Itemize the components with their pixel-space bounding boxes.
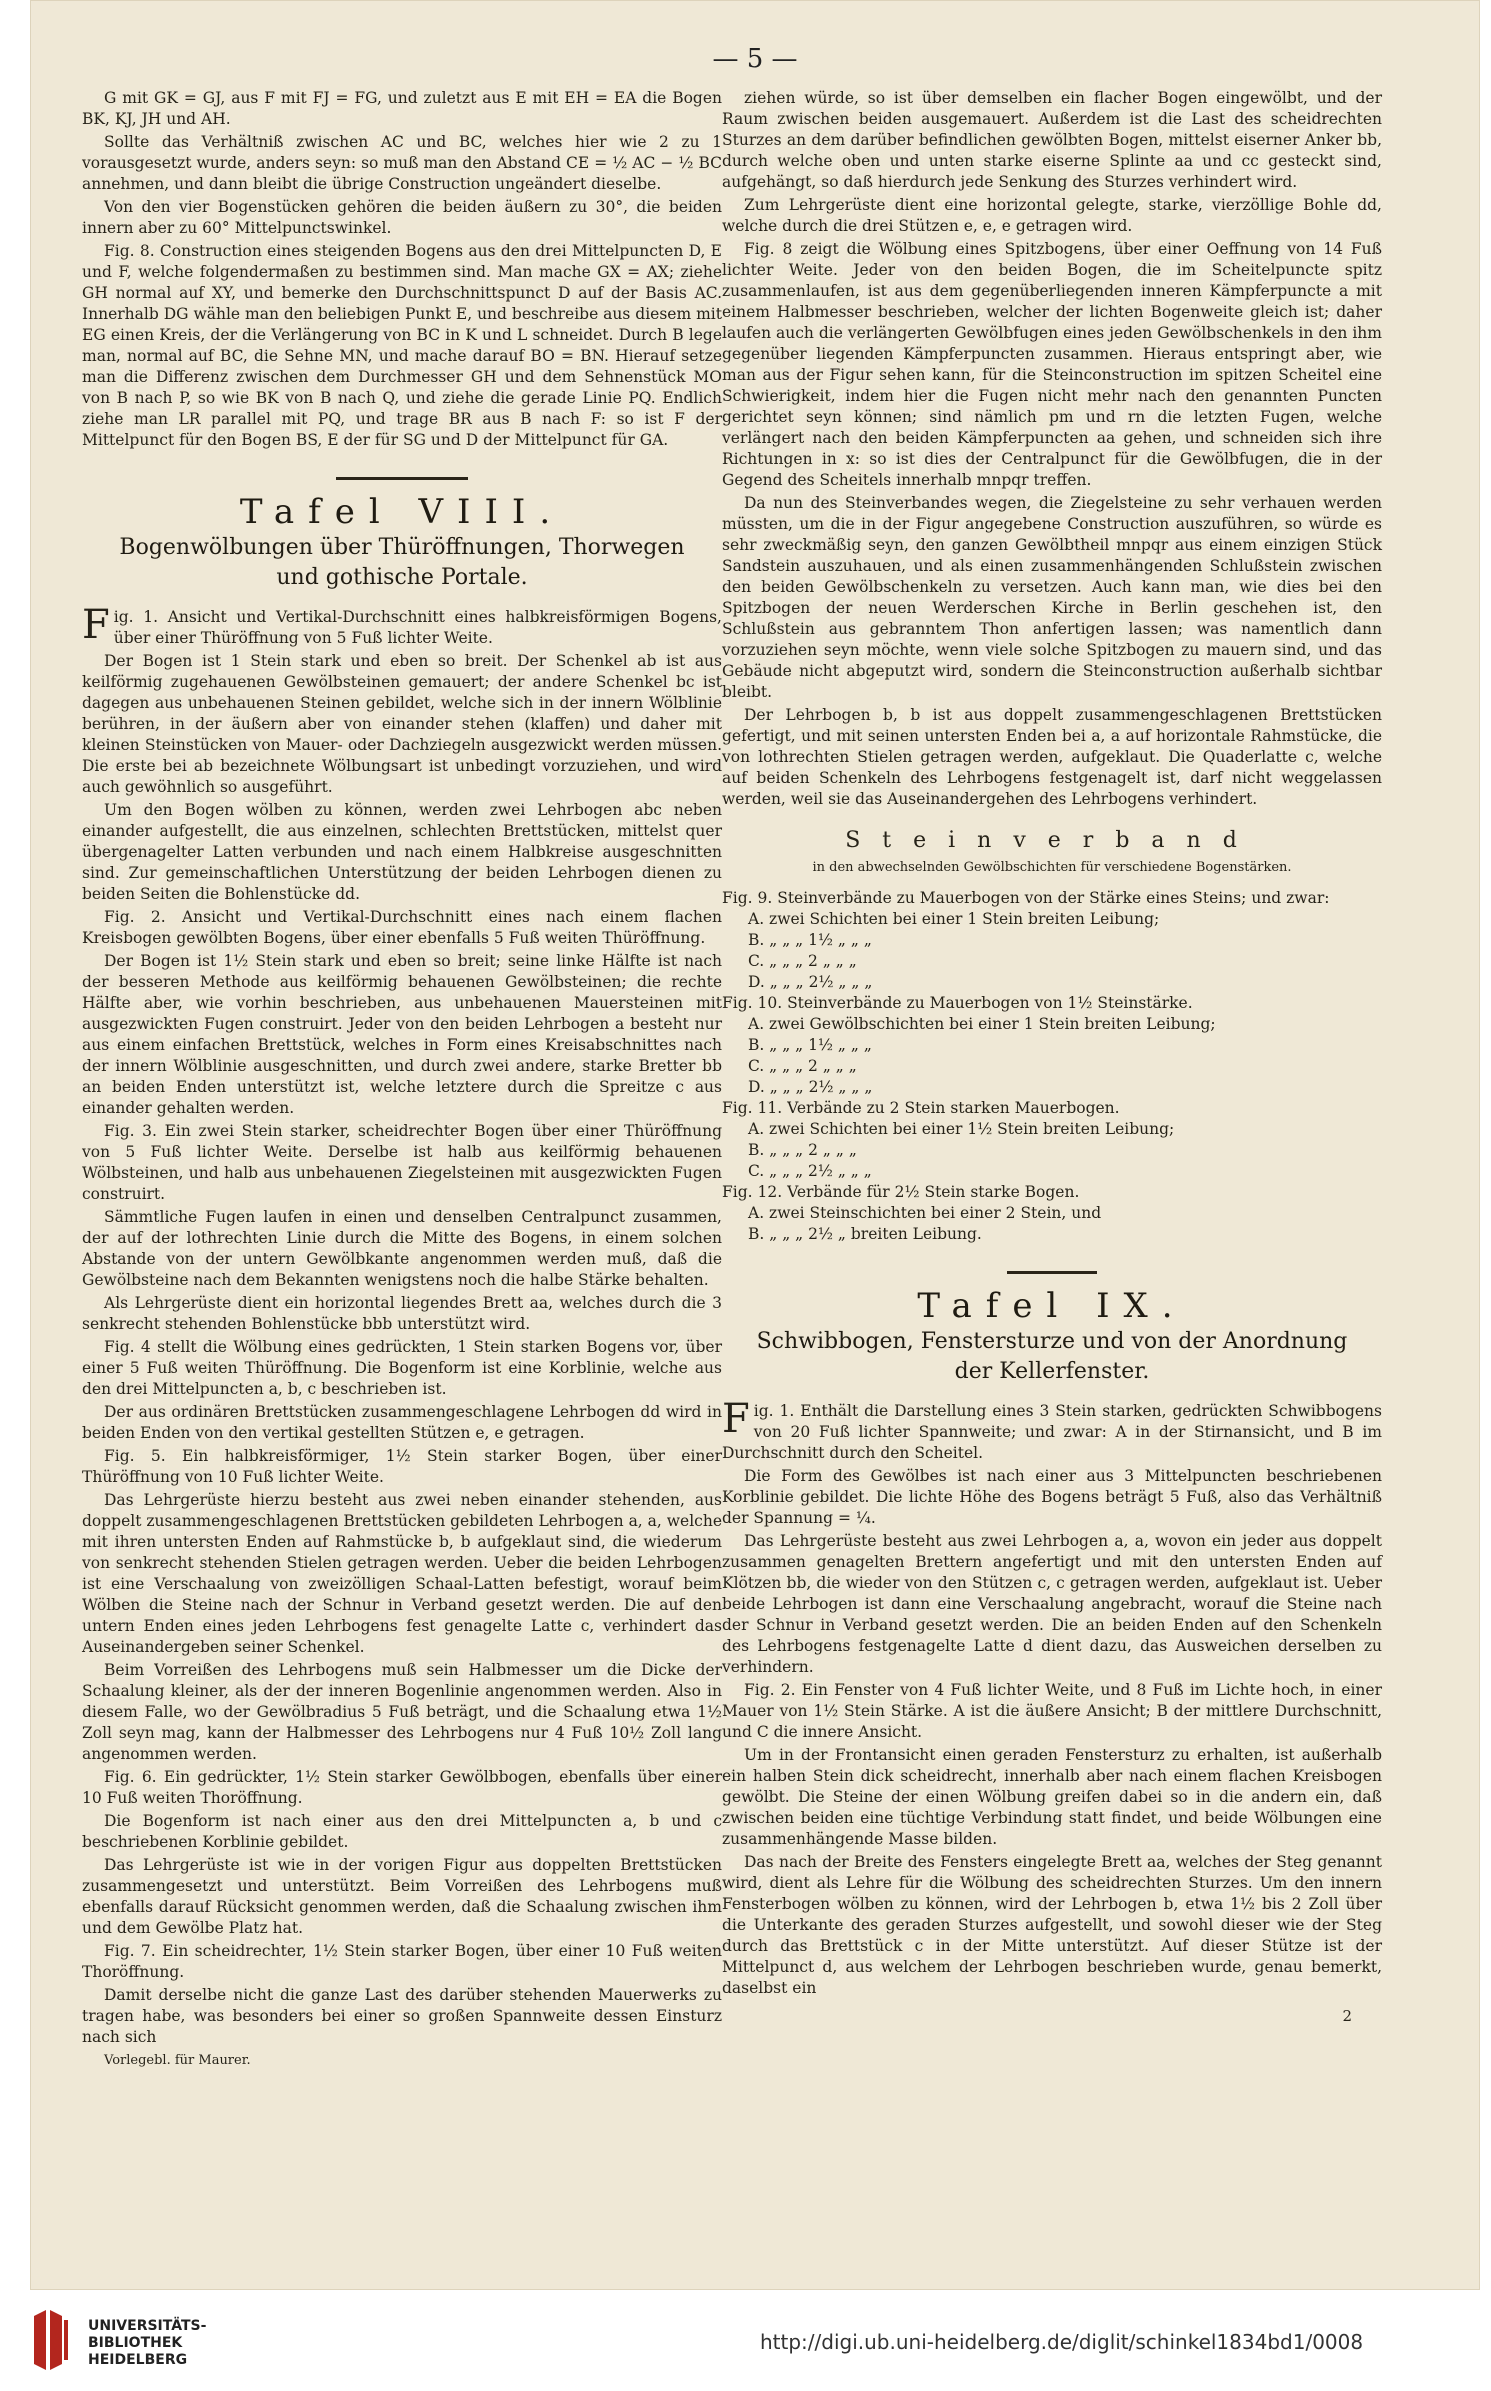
brick-bond-item: B. „ „ „ 1½ „ „ „ [748, 931, 872, 949]
paragraph: Fig. 8 zeigt die Wölbung eines Spitzbogens, über einer Oeffnung von 14 Fuß lichter Weite. Jeder von den beiden Bogen, die im Scheitelpuncte spitz zusammenlaufen, ist aus dem gegenüberliegenden inneren Kämpferpuncte a mit einem Halbmesser beschrieben, welcher der lichten Bogenweite gleich ist; daher laufen auch die verlängerten Gewölbfugen eines jeden Gewölbschenkels in den ihm gegenüber liegenden Kämpferpuncten zusammen. Hieraus entspringt aber, wie man aus der Figur sehen kann, für die Steinconstruction im spitzen Scheitel eine Schwierigkeit, indem hier die Fugen nicht mehr nach den genannten Puncten gerichtet seyn können; sind nämlich pm und rn die letzten Fugen, welche verlängert nach den beiden Kämpferpuncten aa gehen, und schneiden sich ihre Richtungen in x: so ist dies der Centralpunct für die Gewölbfugen, die in der Gegend des Scheitels innerhalb mnpqr treffen. [722, 240, 1382, 489]
brick-bond-item: C. „ „ „ 2 „ „ „ [748, 1057, 857, 1075]
paragraph: Fig. 6. Ein gedrückter, 1½ Stein starker Gewölbbogen, ebenfalls über einer 10 Fuß weiten Thoröffnung. [82, 1768, 722, 1807]
brick-bond-list [722, 888, 1382, 1245]
paragraph-text: ig. 1. Ansicht und Vertikal-Durchschnitt eines halbkreisförmigen Bogens, über einer Thüröffnung von 5 Fuß lichter Weite. [113, 608, 722, 647]
paragraph: Die Form des Gewölbes ist nach einer aus 3 Mittelpuncten beschriebenen Korblinie gebildet. Die lichte Höhe des Bogens beträgt 5 Fuß, also das Verhältniß der Spannung = ¼. [722, 1467, 1382, 1527]
paragraph: Das nach der Breite des Fensters eingelegte Brett aa, welches der Steg genannt wird, dient als Lehre für die Wölbung des scheidrechten Sturzes. Um den innern Fensterbogen wölben zu können, wird der Lehrbogen b, etwa 1½ bis 2 Zoll über die Unterkante des geraden Sturzes aufgestellt, und sowohl dieser wie der Steg durch das Brettstück c in der Mitte unterstützt. Auf dieser Stütze ist der Mittelpunct d, aus welchem der Lehrbogen beschrieben wurde, genau bemerkt, daselbst ein [722, 1853, 1382, 1997]
footer-note: Vorlegebl. für Maurer. [104, 2053, 251, 2068]
right-column [722, 88, 1382, 2025]
paragraph: Um in der Frontansicht einen geraden Fenstersturz zu erhalten, ist außerhalb ein halben Stein dick scheidrecht, innerhalb aber nach einem flachen Kreisbogen gewölbt. Die Steine der einen Wölbung greifen dabei so in die andern ein, daß zwischen beiden eine tüchtige Verbindung statt findet, und beide Wölbungen eine zusammenhängende Masse bilden. [722, 1746, 1382, 1848]
brick-bond-item: B. „ „ „ 1½ „ „ „ [748, 1036, 872, 1054]
paragraph: Fig. 5. Ein halbkreisförmiger, 1½ Stein starker Bogen, über einer Thüröffnung von 10 Fuß lichter Weite. [82, 1447, 722, 1486]
sheet-signature: 2 [1342, 2007, 1352, 2025]
brick-bond-item: C. „ „ „ 2 „ „ „ [748, 952, 857, 970]
paragraph: Sämmtliche Fugen laufen in einen und denselben Centralpunct zusammen, der auf der lothrechten Linie durch die Mitte des Bogens, in einem solchen Abstande von der untern Gewölbkante angenommen werden muß, daß die Gewölbsteine nach dem Bekannten wenigstens noch die halbe Stärke behalten. [82, 1208, 722, 1289]
paragraph: Fig. 2. Ein Fenster von 4 Fuß lichter Weite, und 8 Fuß im Lichte hoch, in einer Mauer von 1½ Stein Stärke. A ist die äußere Ansicht; B der mittlere Durchschnitt, und C die innere Ansicht. [722, 1681, 1382, 1741]
paragraph: Von den vier Bogenstücken gehören die beiden äußern zu 30°, die beiden innern aber zu 60° Mittelpunctswinkel. [82, 198, 722, 237]
brick-bond-item: A. zwei Schichten bei einer 1 Stein breiten Leibung; [748, 910, 1160, 928]
paragraph: Fig. 4 stellt die Wölbung eines gedrückten, 1 Stein starken Bogens vor, über einer 5 Fuß weiten Thüröffnung. Die Bogenform ist eine Korblinie, welche aus den drei Mittelpuncten a, b, c beschrieben ist. [82, 1338, 722, 1398]
paragraph-text: ig. 1. Enthält die Darstellung eines 3 Stein starken, gedrückten Schwibbogens von 20 Fuß lichter Spannweite; und zwar: A in der Stirnansicht, und B im Durchschnitt durch den Scheitel. [722, 1402, 1382, 1462]
paragraph: Das Lehrgerüste hierzu besteht aus zwei neben einander stehenden, aus doppelt zusammengeschlagenen Brettstücken gebildeten Lehrbogen a, a, welche mit ihren untersten Enden auf Rahmstücke b, b aufgeklaut sind, die wiederum von senkrecht stehenden Stielen getragen werden. Ueber die beiden Lehrbogen ist eine Verschaalung von zweizölligen Schaal-Latten befestigt, worauf beim Wölben die Steine nach der Schnur in Verband gesetzt werden. Die auf den untern Enden eines jeden Lehrbogens fest genagelte Latte c, verhindert das Auseinandergeben seiner Schenkel. [82, 1491, 722, 1656]
paragraph: Zum Lehrgerüste dient eine horizontal gelegte, starke, vierzöllige Bohle dd, welche durch die drei Stützen e, e, e getragen wird. [722, 196, 1382, 235]
paragraph: Der Lehrbogen b, b ist aus doppelt zusammengeschlagenen Brettstücken gefertigt, und mit seinen untersten Enden bei a, a auf horizontale Rahmstücke, die von lothrechten Stielen getragen werden, aufgeklaut. Die Quaderlatte c, welche auf beiden Schenkeln des Lehrbogens festgenagelt ist, darf nicht weggelassen werden, weil sie das Auseinandergehen des Lehrbogens verhindert. [722, 706, 1382, 808]
paragraph: Fig. 2. Ansicht und Vertikal-Durchschnitt eines nach einem flachen Kreisbogen gewölbten Bogens, über einer ebenfalls 5 Fuß weiten Thüröffnung. [82, 908, 722, 947]
plate-heading-ix: Tafel IX. [917, 1286, 1187, 1326]
institution-name: UNIVERSITÄTS- BIBLIOTHEK HEIDELBERG [88, 2318, 207, 2368]
section-heading-steinverband: Steinverband [845, 828, 1259, 853]
brick-bond-item: D. „ „ „ 2½ „ „ „ [748, 1078, 873, 1096]
right-intro-text [722, 88, 1382, 810]
plate-heading-viii: Tafel VIII. [239, 492, 565, 532]
section-subheading: in den abwechselnden Gewölbschichten für verschiedene Bogenstärken. [812, 860, 1292, 875]
divider-rule [336, 477, 468, 480]
drop-capital: F [722, 1396, 750, 1442]
brick-bond-item: B. „ „ „ 2½ „ breiten Leibung. [748, 1225, 982, 1243]
brick-bond-item: A. zwei Steinschichten bei einer 2 Stein, und [748, 1204, 1102, 1222]
paragraph: Beim Vorreißen des Lehrbogens muß sein Halbmesser um die Dicke der Schaalung kleiner, als der der inneren Bogenlinie angenommen werden. Also in diesem Falle, wo der Gewölbradius 5 Fuß beträgt, und die Schaalung etwa 1½ Zoll seyn mag, kann der Halbmesser des Lehrbogens nur 4 Fuß 10½ Zoll lang angenommen werden. [82, 1661, 722, 1763]
divider-rule [1007, 1271, 1097, 1274]
paragraph: Als Lehrgerüste dient ein horizontal liegendes Brett aa, welches durch die 3 senkrecht stehenden Bohlenstücke bbb unterstützt wird. [82, 1294, 722, 1333]
left-body-text [82, 602, 722, 2048]
paragraph: Fig. 3. Ein zwei Stein starker, scheidrechter Bogen über einer Thüröffnung von 5 Fuß lichter Weite. Derselbe ist halb aus keilförmig behauenen Wölbsteinen, und halb aus unbehauenen Ziegelsteinen mit ausgezwickten Fugen construirt. [82, 1122, 722, 1203]
right-body-text [722, 1396, 1382, 1999]
paragraph: Sollte das Verhältniß zwischen AC und BC, welches hier wie 2 zu 1 vorausgesetzt wurde, anders seyn: so muß man den Abstand CE = ½ AC − ½ BC annehmen, und dann bleibt die übrige Construction ungeändert dieselbe. [82, 133, 722, 193]
paragraph: Fig. 7. Ein scheidrechter, 1½ Stein starker Bogen, über einer 10 Fuß weiten Thoröffnung. [82, 1942, 722, 1981]
brick-bond-item: C. „ „ „ 2½ „ „ „ [748, 1162, 872, 1180]
brick-bond-item: A. zwei Gewölbschichten bei einer 1 Stein breiten Leibung; [748, 1015, 1216, 1033]
brick-bond-item: Fig. 9. Steinverbände zu Mauerbogen von der Stärke eines Steins; und zwar: [722, 889, 1330, 907]
paragraph: ziehen würde, so ist über demselben ein flacher Bogen eingewölbt, und der Raum zwischen beiden ausgemauert. Außerdem ist die Last des scheidrechten Sturzes an dem darüber befindlichen gewölbten Bogen, mittelst eiserner Anker bb, durch welche oben und unten starke eiserne Splinte aa und cc gesteckt sind, aufgehängt, so daß hierdurch jede Senkung des Sturzes verhindert wird. [722, 89, 1382, 191]
source-url-link[interactable]: http://digi.ub.uni-heidelberg.de/diglit/schinkel1834bd1/0008 [760, 2330, 1364, 2354]
paragraph [82, 602, 722, 649]
paragraph: Fig. 8. Construction eines steigenden Bogens aus den drei Mittelpuncten D, E und F, welche folgendermaßen zu bestimmen sind. Man mache GX = AX; ziehe GH normal auf XY, und bemerke den Durchschnittspunct D auf der Basis AC. Innerhalb DG wähle man den beliebigen Punkt E, und beschreibe aus diesem mit EG einen Kreis, der die Verlängerung von BC in K und L schneidet. Durch B lege man, normal auf BC, die Sehne MN, und mache darauf BO = BN. Hierauf setze man die Differenz zwischen dem Durchmesser GH und dem Sehnenstück MO von B nach P, so wie BK von B nach Q, und ziehe die gerade Linie PQ. Endlich ziehe man LR parallel mit PQ, und trage BR aus B nach F: so ist F der Mittelpunct für den Bogen BS, E der für SG und D der Mittelpunct für GA. [82, 242, 722, 449]
paragraph [722, 1396, 1382, 1464]
brick-bond-item: B. „ „ „ 2 „ „ „ [748, 1141, 857, 1159]
drop-capital: F [82, 602, 110, 648]
left-intro-text [82, 88, 722, 451]
paragraph: Um den Bogen wölben zu können, werden zwei Lehrbogen abc neben einander aufgestellt, die aus einzelnen, schlechten Brettstücken, mittelst quer übergenagelter Latten verbunden und nach einem Halbkreise ausgeschnitten sind. Zur gemeinschaftlichen Unterstützung der beiden Lehrbogen dienen zu beiden Seiten die Bohlenstücke dd. [82, 801, 722, 903]
paragraph: Die Bogenform ist nach einer aus den drei Mittelpuncten a, b und c beschriebenen Korblinie gebildet. [82, 1812, 722, 1851]
brick-bond-item: Fig. 11. Verbände zu 2 Stein starken Mauerbogen. [722, 1099, 1120, 1117]
paragraph: Der aus ordinären Brettstücken zusammengeschlagene Lehrbogen dd wird in beiden Enden von den vertikal gestellten Stützen e, e getragen. [82, 1403, 722, 1442]
brick-bond-item: A. zwei Schichten bei einer 1½ Stein breiten Leibung; [748, 1120, 1175, 1138]
brick-bond-item: Fig. 10. Steinverbände zu Mauerbogen von 1½ Steinstärke. [722, 994, 1193, 1012]
scanned-page [30, 0, 1480, 2290]
plate-subtitle-viii: Bogenwölbungen über Thüröffnungen, Thorwegen und gothische Portale. [119, 535, 685, 590]
left-column [82, 88, 722, 2073]
university-logo-icon [30, 2310, 70, 2370]
paragraph: Das Lehrgerüste besteht aus zwei Lehrbogen a, a, wovon ein jeder aus doppelt zusammen genagelten Brettern angefertigt und mit den untersten Enden auf Klötzen bb, die wieder von den Stützen c, c getragen werden, aufgeklaut ist. Ueber beide Lehrbogen ist dann eine Verschaalung angebracht, worauf die Steine nach der Schnur in Verband gesetzt werden. Die an beiden Enden auf den Schenkeln des Lehrbogens festgenagelte Latte d dient dazu, das Ausweichen derselben zu verhindern. [722, 1532, 1382, 1676]
paragraph: Damit derselbe nicht die ganze Last des darüber stehenden Mauerwerks zu tragen habe, was besonders bei einer so großen Spannweite dessen Einsturz nach sich [82, 1986, 722, 2046]
paragraph: Da nun des Steinverbandes wegen, die Ziegelsteine zu sehr verhauen werden müssten, um die in der Figur angegebene Construction auszuführen, so würde es sehr zweckmäßig seyn, den ganzen Gewölbtheil mnpqr aus einem einzigen Stück Sandstein auszuhauen, und als einen zusammenhängenden Schlußstein zwischen den beiden Gewölbschenkeln zu versetzen. Auch kann man, wie dies bei den Spitzbogen der neuen Werderschen Kirche in Berlin geschehen ist, den Schlußstein aus gebranntem Thon anfertigen lassen; was namentlich dann vorzuziehen seyn möchte, wenn viele solche Spitzbogen zu mauern sind, und das Gebäude nicht abgeputzt wird, sondern die Steinconstruction außerhalb sichtbar bleibt. [722, 494, 1382, 701]
paragraph: G mit GK = GJ, aus F mit FJ = FG, und zuletzt aus E mit EH = EA die Bogen BK, KJ, JH und AH. [82, 89, 722, 128]
paragraph: Der Bogen ist 1½ Stein stark und eben so breit; seine linke Hälfte ist nach der besseren Methode aus keilförmig behauenen Gewölbsteinen; die rechte Hälfte aber, wie vorhin beschrieben, aus unbehauenen Mauersteinen mit ausgezwickten Fugen construirt. Jeder von den beiden Lehrbogen a besteht nur aus einem einfachen Brettstück, welches in Form eines Kreisabschnittes nach der innern Wölblinie ausgeschnitten, und durch zwei andere, starke Bretter bb an beiden Enden unterstützt ist, welche letztere durch die Spreitze c aus einander gehalten werden. [82, 952, 722, 1117]
plate-subtitle-ix: Schwibbogen, Fenstersturze und von der Anordnung der Kellerfenster. [756, 1329, 1348, 1384]
paragraph: Das Lehrgerüste ist wie in der vorigen Figur aus doppelten Brettstücken zusammengesetzt und unterstützt. Beim Vorreißen des Lehrbogens muß ebenfalls darauf Rücksicht genommen werden, daß die Schaalung zwischen ihm und dem Gewölbe Platz hat. [82, 1856, 722, 1937]
brick-bond-item: D. „ „ „ 2½ „ „ „ [748, 973, 873, 991]
page-number: — 5 — [712, 44, 798, 74]
paragraph: Der Bogen ist 1 Stein stark und eben so breit. Der Schenkel ab ist aus keilförmig zugehauenen Gewölbsteinen gemauert; der andere Schenkel bc ist dagegen aus unbehauenen Steinen gebildet, welche sich in der innern Wölblinie berühren, in der äußern aber von einander stehen (klaffen) und daher mit kleinen Steinstücken von Mauer- oder Dachziegeln ausgezwickt werden müssen. Die erste bei ab bezeichnete Wölbungsart ist unbedingt vorzuziehen, und wird auch gewöhnlich so ausgeführt. [82, 652, 722, 796]
brick-bond-item: Fig. 12. Verbände für 2½ Stein starke Bogen. [722, 1183, 1080, 1201]
